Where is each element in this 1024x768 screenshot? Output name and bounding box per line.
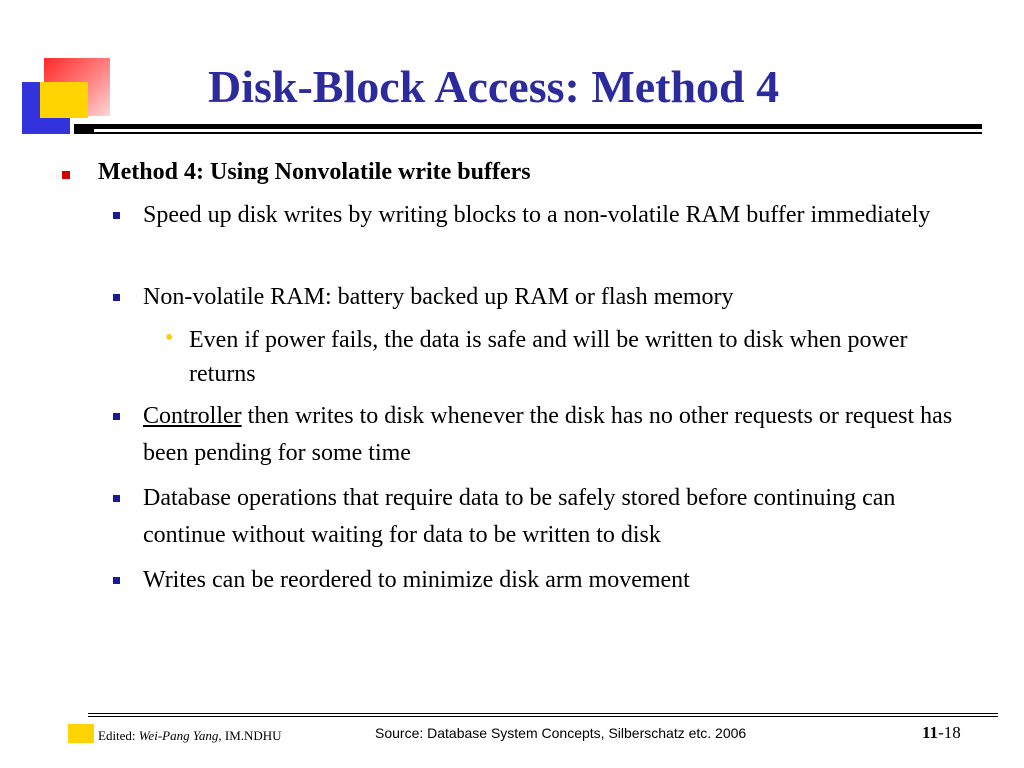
footer-rule	[88, 713, 998, 714]
main-bullet-text: Method 4: Using Nonvolatile write buffers	[98, 159, 531, 185]
sub-bullet-3-rest: then writes to disk whenever the disk has no other requests or request has been pending for some time	[143, 403, 953, 466]
footer-rule-2	[88, 716, 998, 717]
footer-author: Wei-Pang Yang,	[138, 728, 222, 743]
slide-title: Disk-Block Access: Method 4	[208, 61, 780, 112]
sub-bullet-4: Database operations that require data to be safely stored before continuing can continue without waiting for data to be written to disk	[143, 485, 896, 548]
footer-page-suffix: -18	[938, 723, 961, 742]
sub-bullet-3	[143, 398, 973, 472]
footer-chapter: 11	[922, 723, 939, 742]
bullet-dot-yellow: •	[165, 325, 174, 351]
bullet-square-blue	[113, 413, 120, 420]
footer-page-number	[922, 723, 961, 743]
sub-bullet-1: Speed up disk writes by writing blocks to a non-volatile RAM buffer immediately	[143, 202, 931, 228]
footer-edited-label: Edited:	[98, 728, 139, 743]
footer-affiliation: IM.NDHU	[221, 728, 282, 743]
bullet-square-blue	[113, 212, 120, 219]
bullet-square-blue	[113, 577, 120, 584]
bullet-square-blue	[113, 495, 120, 502]
title-rule-thick	[88, 124, 982, 129]
bullet-square-red	[62, 171, 70, 179]
title-rule-thin	[88, 132, 982, 134]
footer-yellow-square	[68, 724, 94, 743]
bullet-square-blue	[113, 294, 120, 301]
sub-bullet-5: Writes can be reordered to minimize disk arm movement	[143, 567, 690, 593]
footer-source: Source: Database System Concepts, Silberschatz etc. 2006	[375, 725, 747, 741]
footer-edited-by	[98, 728, 282, 744]
sub-sub-bullet-1: Even if power fails, the data is safe and will be written to disk when power returns	[189, 327, 908, 387]
logo-yellow-square	[40, 82, 88, 118]
sub-bullet-2: Non-volatile RAM: battery backed up RAM or flash memory	[143, 284, 734, 310]
controller-term: Controller	[143, 403, 242, 429]
